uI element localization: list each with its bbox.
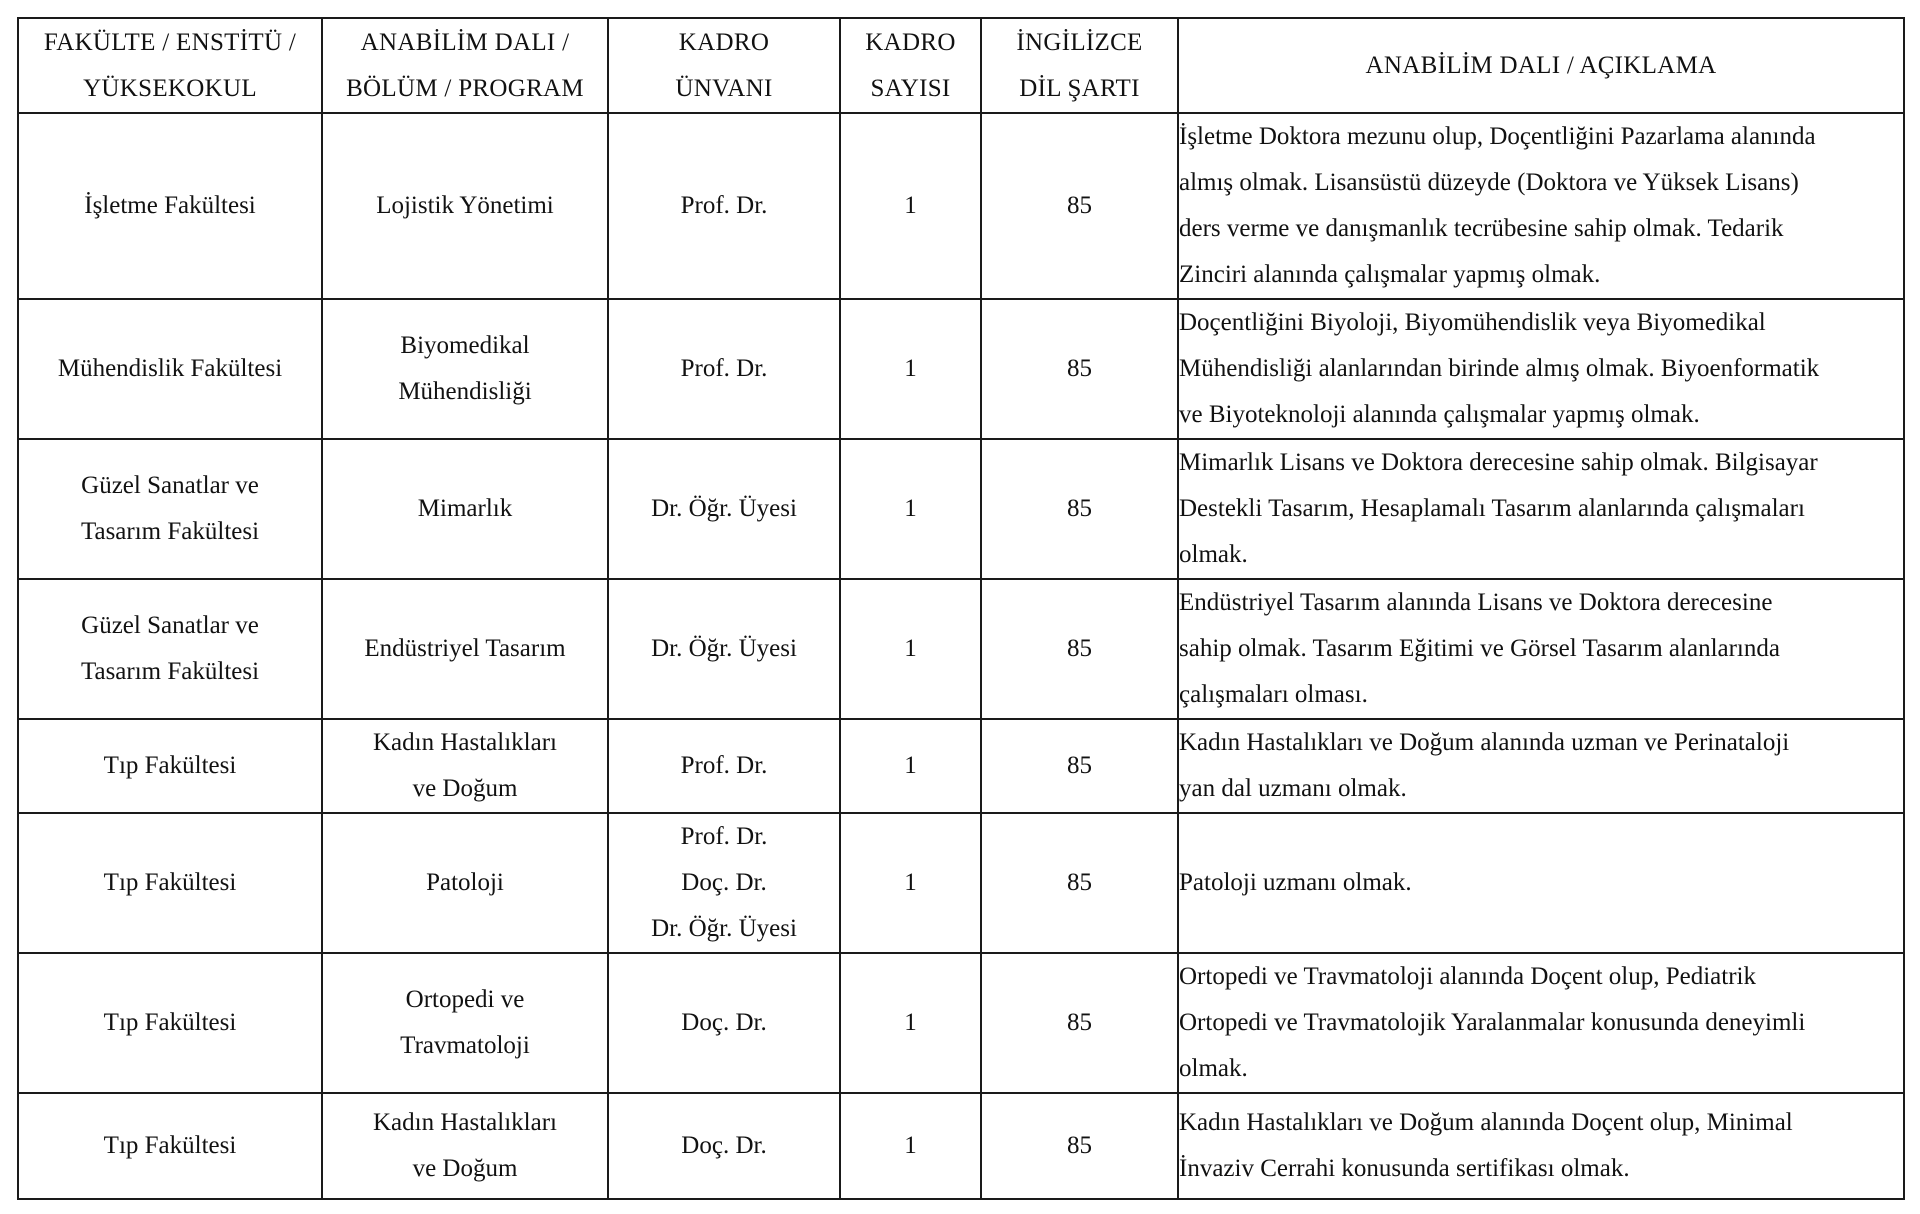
cell-english: 85: [981, 439, 1178, 579]
cell-faculty: İşletme Fakültesi: [18, 113, 322, 299]
header-faculty: FAKÜLTE / ENSTİTÜ / YÜKSEKOKUL: [18, 18, 322, 113]
table-row: [18, 1093, 1904, 1199]
table-row: [18, 439, 1904, 579]
table-row: [18, 113, 1904, 299]
cell-count: 1: [840, 1093, 981, 1199]
cell-faculty: Güzel Sanatlar ve Tasarım Fakültesi: [18, 439, 322, 579]
table-row: [18, 579, 1904, 719]
cell-faculty: Tıp Fakültesi: [18, 719, 322, 813]
cell-english: 85: [981, 953, 1178, 1093]
table-row: [18, 719, 1904, 813]
cell-title: Prof. Dr.: [608, 719, 840, 813]
cell-title: Prof. Dr.: [608, 299, 840, 439]
cell-english: 85: [981, 299, 1178, 439]
cell-count: 1: [840, 439, 981, 579]
header-description: ANABİLİM DALI / AÇIKLAMA: [1178, 18, 1904, 113]
cell-department: Ortopedi ve Travmatoloji: [322, 953, 608, 1093]
cell-faculty: Tıp Fakültesi: [18, 1093, 322, 1199]
cell-title: Doç. Dr.: [608, 953, 840, 1093]
cell-english: 85: [981, 113, 1178, 299]
cell-description: Endüstriyel Tasarım alanında Lisans ve Doktora derecesine sahip olmak. Tasarım Eğitimi ve Görsel Tasarım alanlarında çalışmaları olması.: [1178, 579, 1904, 719]
positions-table: [17, 17, 1905, 1200]
cell-faculty: Tıp Fakültesi: [18, 813, 322, 953]
cell-department: Lojistik Yönetimi: [322, 113, 608, 299]
cell-english: 85: [981, 719, 1178, 813]
cell-description: Kadın Hastalıkları ve Doğum alanında uzman ve Perinataloji yan dal uzmanı olmak.: [1178, 719, 1904, 813]
cell-department: Mimarlık: [322, 439, 608, 579]
table-header-row: [18, 18, 1904, 113]
cell-title: Prof. Dr. Doç. Dr. Dr. Öğr. Üyesi: [608, 813, 840, 953]
cell-title: Doç. Dr.: [608, 1093, 840, 1199]
table-row: [18, 299, 1904, 439]
cell-description: Mimarlık Lisans ve Doktora derecesine sahip olmak. Bilgisayar Destekli Tasarım, Hesaplamalı Tasarım alanlarında çalışmaları olmak.: [1178, 439, 1904, 579]
cell-department: Biyomedikal Mühendisliği: [322, 299, 608, 439]
cell-description: Ortopedi ve Travmatoloji alanında Doçent olup, Pediatrik Ortopedi ve Travmatolojik Yaralanmalar konusunda deneyimli olmak.: [1178, 953, 1904, 1093]
cell-title: Dr. Öğr. Üyesi: [608, 579, 840, 719]
header-english: İNGİLİZCE DİL ŞARTI: [981, 18, 1178, 113]
cell-department: Endüstriyel Tasarım: [322, 579, 608, 719]
cell-count: 1: [840, 953, 981, 1093]
cell-description: Patoloji uzmanı olmak.: [1178, 813, 1904, 953]
cell-faculty: Mühendislik Fakültesi: [18, 299, 322, 439]
cell-faculty: Güzel Sanatlar ve Tasarım Fakültesi: [18, 579, 322, 719]
cell-english: 85: [981, 1093, 1178, 1199]
cell-title: Prof. Dr.: [608, 113, 840, 299]
cell-count: 1: [840, 813, 981, 953]
cell-title: Dr. Öğr. Üyesi: [608, 439, 840, 579]
cell-english: 85: [981, 813, 1178, 953]
header-count: KADRO SAYISI: [840, 18, 981, 113]
cell-count: 1: [840, 719, 981, 813]
cell-english: 85: [981, 579, 1178, 719]
cell-description: Doçentliğini Biyoloji, Biyomühendislik veya Biyomedikal Mühendisliği alanlarından birinde almış olmak. Biyoenformatik ve Biyoteknoloji alanında çalışmalar yapmış olmak.: [1178, 299, 1904, 439]
cell-department: Patoloji: [322, 813, 608, 953]
cell-description: Kadın Hastalıkları ve Doğum alanında Doçent olup, Minimal İnvaziv Cerrahi konusunda sertifikası olmak.: [1178, 1093, 1904, 1199]
cell-faculty: Tıp Fakültesi: [18, 953, 322, 1093]
cell-department: Kadın Hastalıkları ve Doğum: [322, 1093, 608, 1199]
table-row: [18, 953, 1904, 1093]
cell-count: 1: [840, 299, 981, 439]
cell-department: Kadın Hastalıkları ve Doğum: [322, 719, 608, 813]
header-title: KADRO ÜNVANI: [608, 18, 840, 113]
cell-count: 1: [840, 579, 981, 719]
table-row: [18, 813, 1904, 953]
header-department: ANABİLİM DALI / BÖLÜM / PROGRAM: [322, 18, 608, 113]
cell-description: İşletme Doktora mezunu olup, Doçentliğini Pazarlama alanında almış olmak. Lisansüstü düzeyde (Doktora ve Yüksek Lisans) ders verme ve danışmanlık tecrübesine sahip olmak. Tedarik Zinciri alanında çalışmalar yapmış olmak.: [1178, 113, 1904, 299]
cell-count: 1: [840, 113, 981, 299]
document-page: [17, 17, 1905, 1200]
